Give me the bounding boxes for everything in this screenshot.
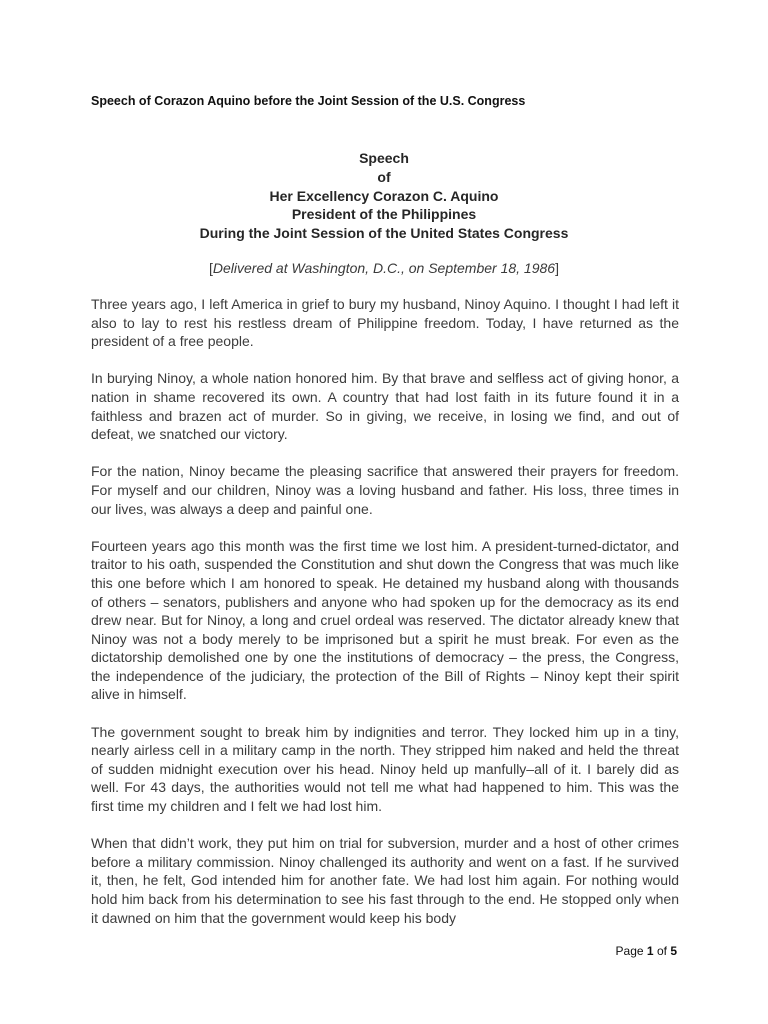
title-line: During the Joint Session of the United States Congress	[199, 225, 569, 242]
document-header: Speech of Corazon Aquino before the Joint Session of the U.S. Congress	[91, 94, 526, 108]
delivery-note-text: Delivered at Washington, D.C., on September 18, 1986	[212, 260, 556, 276]
speech-paragraph: In burying Ninoy, a whole nation honored him. By that brave and selfless act of giving honor, a nation in shame recovered its own. A country that had lost faith in its future found it in a faithless and brazen act of murder. So in giving, we receive, in losing we find, and out of defeat, we snatched our victory.	[91, 370, 679, 443]
total-page-count: 5	[670, 944, 677, 958]
title-line: Her Excellency Corazon C. Aquino	[269, 187, 499, 204]
speech-paragraph: Three years ago, I left America in grief to bury my husband, Ninoy Aquino. I thought I had left it also to lay to rest his restless dream of Philippine freedom. Today, I have returned as the president of a free people.	[91, 296, 679, 350]
title-line: of	[377, 168, 391, 185]
delivery-bracket-close: ]	[555, 260, 559, 276]
speech-paragraph: The government sought to break him by indignities and terror. They locked him up in a tiny, nearly airless cell in a military camp in the north. They stripped him naked and held the threat of sudden midnight execution over his head. Ninoy held up manfully–all of it. I barely did as well. For 43 days, the authorities would not tell me what had happened to him. This was the first time my children and I felt we had lost him.	[91, 723, 679, 815]
page-word: Page	[615, 944, 644, 958]
title-line: President of the Philippines	[291, 206, 477, 223]
speech-title-block	[90, 149, 678, 243]
delivery-note	[90, 260, 678, 276]
current-page-number: 1	[646, 944, 654, 958]
of-word: of	[656, 944, 667, 958]
title-line: Speech	[359, 150, 409, 166]
page-number-footer	[616, 944, 677, 958]
speech-body	[91, 295, 679, 946]
speech-paragraph: Fourteen years ago this month was the first time we lost him. A president-turned-dictator, and traitor to his oath, suspended the Constitution and shut down the Congress that was much like this one before which I am honored to speak. He detained my husband along with thousands of others – senators, publishers and anyone who had spoken up for the democracy as its end drew near. But for Ninoy, a long and cruel ordeal was reserved. The dictator already knew that Ninoy was not a body merely to be imprisoned but a spirit he must break. For even as the dictatorship demolished one by one the institutions of democracy – the press, the Congress, the independence of the judiciary, the protection of the Bill of Rights – Ninoy kept their spirit alive in himself.	[91, 537, 679, 703]
speech-paragraph: When that didn’t work, they put him on trial for subversion, murder and a host of other crimes before a military commission. Ninoy challenged its authority and went on a fast. If he survived it, then, he felt, God intended him for another fate. We had lost him again. For nothing would hold him back from his determination to see his fast through to the end. He stopped only when it dawned on him that the government would keep his body	[91, 835, 679, 926]
speech-paragraph: For the nation, Ninoy became the pleasing sacrifice that answered their prayers for freedom. For myself and our children, Ninoy was a loving husband and father. His loss, three times in our lives, was always a deep and painful one.	[91, 463, 679, 517]
delivery-bracket-open: [	[209, 260, 213, 276]
